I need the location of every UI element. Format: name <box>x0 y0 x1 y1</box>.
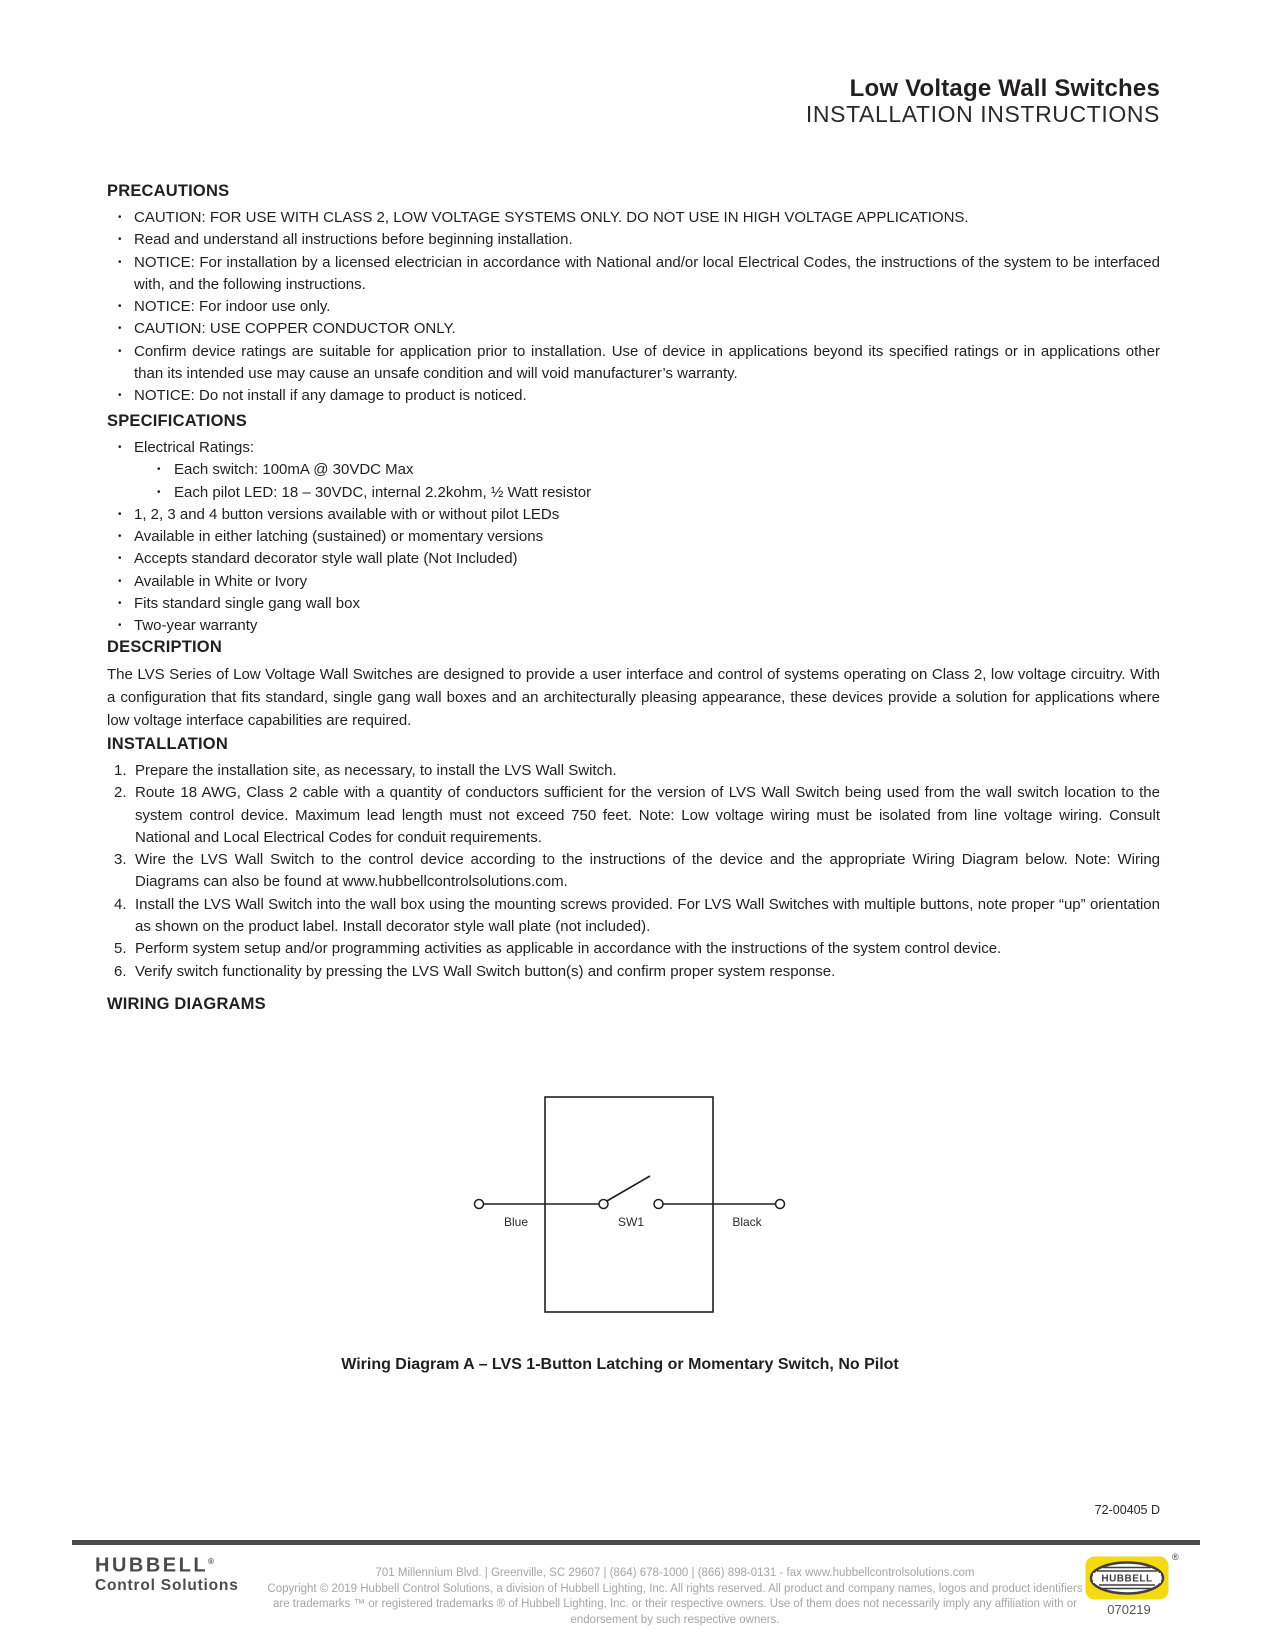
install-step: Perform system setup and/or programming activities as applicable in accordance with the instructions of the system control device. <box>135 940 1002 958</box>
spec-subitem: • Each pilot LED: 18 – 30VDC, internal 2.2kohm, ½ Watt resistor <box>134 482 1160 504</box>
title-block <box>107 76 1160 127</box>
hubbell-badge <box>1085 1556 1169 1600</box>
section-wiring-diagrams <box>107 994 1160 1020</box>
footer-rule <box>72 1540 1200 1545</box>
electrical-ratings-sublist <box>134 459 1160 504</box>
section-precautions <box>107 181 1160 408</box>
switch-contact-right <box>654 1200 663 1209</box>
install-step: Route 18 AWG, Class 2 cable with a quantity of conductors sufficient for the version of LVS Wall Switch being used from the wall switch location to the system control device. Maximum lead length must not exceed 750 feet. Note: Low voltage wiring must be isolated from line voltage wiring. Consult National and Local Electrical Codes for conduit requirements. <box>135 784 1160 846</box>
spec-item: • 1, 2, 3 and 4 button versions available with or without pilot LEDs <box>107 504 1160 526</box>
precaution-item: • Read and understand all instructions before beginning installation. <box>107 229 1160 251</box>
installation-steps <box>107 760 1160 983</box>
brand-logo <box>95 1551 239 1594</box>
precaution-item: • Confirm device ratings are suitable for application prior to installation. Use of device in applications beyond its specified ratings or in applications other than its intended use may cause an unsafe condition and will void manufacturer’s warranty. <box>107 341 1160 386</box>
terminal-black <box>776 1200 785 1209</box>
brand-name-text: HUBBELL <box>95 1554 209 1577</box>
install-step: Install the LVS Wall Switch into the wall box using the mounting screws provided. For LVS Wall Switches with multiple buttons, note proper “up” orientation as shown on the product label. Install decorator style wall plate (not included). <box>135 895 1160 936</box>
switch-blade <box>606 1176 650 1202</box>
spec-item-label: Electrical Ratings: <box>134 439 255 456</box>
precaution-item: • CAUTION: USE COPPER CONDUCTOR ONLY. <box>107 318 1160 340</box>
doc-title: Low Voltage Wall Switches <box>849 75 1160 102</box>
switch-contact-left <box>599 1200 608 1209</box>
wiring-diagram <box>440 1080 820 1330</box>
footer-text <box>265 1566 1085 1629</box>
badge-logo-text: HUBBELL <box>1101 1573 1153 1585</box>
diagram-caption: Wiring Diagram A – LVS 1-Button Latching or Momentary Switch, No Pilot <box>341 1356 899 1373</box>
precaution-item: • NOTICE: For indoor use only. <box>107 296 1160 318</box>
footer-address: 701 Millennium Blvd. | Greenville, SC 29607 | (864) 678-1000 | (866) 898-0131 - fax www.hubbellcontrolsolutions.com <box>375 1567 975 1579</box>
precaution-item: • CAUTION: FOR USE WITH CLASS 2, LOW VOLTAGE SYSTEMS ONLY. DO NOT USE IN HIGH VOLTAGE APPLICATIONS. <box>107 207 1160 229</box>
section-heading-precautions: PRECAUTIONS <box>107 182 230 200</box>
spec-subitem: • Each switch: 100mA @ 30VDC Max <box>134 459 1160 481</box>
spec-item: • Available in White or Ivory <box>107 571 1160 593</box>
spec-item: • Accepts standard decorator style wall plate (Not Included) <box>107 548 1160 570</box>
switch-label: SW1 <box>617 1215 645 1229</box>
terminal-blue <box>475 1200 484 1209</box>
spec-item <box>107 437 1160 504</box>
badge-registered-mark: ® <box>1172 1552 1179 1562</box>
specifications-list <box>107 437 1160 638</box>
brand-registered-mark: ® <box>208 1557 214 1566</box>
precaution-item: • NOTICE: Do not install if any damage to product is noticed. <box>107 385 1160 407</box>
brand-name <box>95 1551 239 1577</box>
install-step: Verify switch functionality by pressing the LVS Wall Switch button(s) and confirm proper system response. <box>135 962 836 980</box>
wire-label-black: Black <box>732 1215 762 1229</box>
spec-item: • Fits standard single gang wall box <box>107 593 1160 615</box>
brand-subname: Control Solutions <box>95 1576 239 1594</box>
section-heading-specifications: SPECIFICATIONS <box>107 412 248 430</box>
section-heading-wiring-diagrams: WIRING DIAGRAMS <box>107 995 266 1013</box>
description-text: The LVS Series of Low Voltage Wall Switches are designed to provide a user interface and control of systems operating on Class 2, low voltage circuitry. With a configuration that fits standard, single gang wall boxes and an architecturally pleasing appearance, these devices provide a solution for applications where low voltage interface capabilities are required. <box>107 666 1160 729</box>
wire-label-blue: Blue <box>503 1215 529 1229</box>
section-installation <box>107 734 1160 983</box>
section-heading-installation: INSTALLATION <box>107 735 228 753</box>
spec-item: • Two-year warranty <box>107 615 1160 637</box>
footer-copyright: Copyright © 2019 Hubbell Control Solutions, a division of Hubbell Lighting, Inc. All rights reserved. All product and company names, logos and product identifiers are trademarks ™ or registered trademarks ® of Hubbell Lighting, Inc. or their respective owners. Use of them does not necessarily imply any affiliation with or endorsement by such respective owners. <box>267 1582 1083 1627</box>
precaution-item: • NOTICE: For installation by a licensed electrician in accordance with National and/or local Electrical Codes, the instructions of the system to be interfaced with, and the following instructions. <box>107 252 1160 297</box>
precautions-list <box>107 207 1160 408</box>
section-description <box>107 637 1160 732</box>
install-step: Wire the LVS Wall Switch to the control device according to the instructions of the device and the appropriate Wiring Diagram below. Note: Wiring Diagrams can also be found at www.hubbellcontrolsolutions.com. <box>135 851 1160 891</box>
doc-subtitle: INSTALLATION INSTRUCTIONS <box>805 101 1160 127</box>
section-specifications <box>107 411 1160 638</box>
install-step: Prepare the installation site, as necessary, to install the LVS Wall Switch. <box>135 762 617 779</box>
section-heading-description: DESCRIPTION <box>107 638 222 656</box>
date-code: 070219 <box>1107 1602 1151 1617</box>
doc-number: 72-00405 D <box>1094 1503 1160 1517</box>
spec-item: • Available in either latching (sustained) or momentary versions <box>107 526 1160 548</box>
